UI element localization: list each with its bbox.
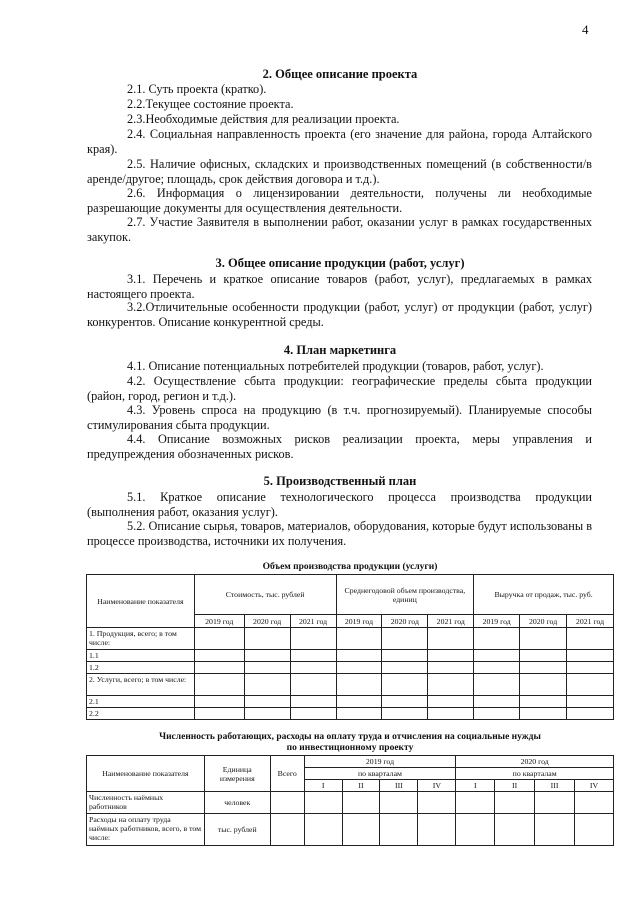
- section-4-item: 4.4. Описание возможных рисков реализации проекта, меры управления и предупреждения обозначенных рисков.: [87, 432, 592, 461]
- section-5-item: 5.1. Краткое описание технологического процесса производства продукции (выполнения работ, оказания услуг).: [87, 490, 592, 519]
- table2-quarter: I: [304, 780, 342, 792]
- table2-by-quarters: по кварталам: [304, 768, 456, 780]
- table2-header-name: Наименование показателя: [87, 756, 205, 792]
- section-5-title: 5. Производственный план: [263, 474, 417, 488]
- section-4-item: 4.2. Осуществление сбыта продукции: географические пределы сбыта продукции (район, город, регион и т.д.).: [87, 374, 592, 403]
- table1-year: 2020 год: [520, 615, 567, 628]
- section-2-item: 2.3.Необходимые действия для реализации проекта.: [127, 112, 400, 126]
- section-2-item: 2.5. Наличие офисных, складских и производственных помещений (в собственности/в аренде/другое; площадь, срок действия договора и т.д.).: [87, 157, 592, 186]
- table1-header-cost: Стоимость, тыс. рублей: [194, 575, 336, 615]
- section-3-title: 3. Общее описание продукции (работ, услуг): [215, 256, 465, 270]
- section-2-item: 2.1. Суть проекта (кратко).: [127, 82, 267, 96]
- table2-quarter: III: [380, 780, 418, 792]
- section-4-title: 4. План маркетинга: [283, 343, 397, 357]
- table1-caption: Объем производства продукции (услуги): [262, 562, 438, 572]
- table1-year: 2019 год: [474, 615, 520, 628]
- table2-quarter: II: [495, 780, 535, 792]
- table1-header-revenue: Выручка от продаж, тыс. руб.: [474, 575, 614, 615]
- table1-row-label: 1. Продукция, всего; в том числе:: [87, 628, 195, 650]
- table1-year: 2019 год: [194, 615, 244, 628]
- page-number: 4: [582, 22, 589, 37]
- section-5-item: 5.2. Описание сырья, товаров, материалов, оборудования, которые будут использованы в процессе производства, источники их получения.: [87, 519, 592, 548]
- table1-year: 2021 год: [567, 615, 614, 628]
- table2-row-label: Расходы на оплату труда наёмных работников, всего, в том числе:: [87, 814, 205, 846]
- table2-quarter: III: [535, 780, 575, 792]
- section-3-item: 3.1. Перечень и краткое описание товаров (работ, услуг), предлагаемых в рамках настоящего проекта.: [87, 272, 592, 301]
- table2-caption-line2: по инвестиционному проекту: [286, 743, 414, 753]
- section-4-item: 4.1. Описание потенциальных потребителей продукции (товаров, работ, услуг).: [127, 359, 544, 373]
- table1-header-name: Наименование показателя: [87, 575, 195, 628]
- section-2-title: 2. Общее описание проекта: [262, 67, 418, 81]
- table-row: [87, 792, 614, 814]
- table2-quarter: II: [342, 780, 380, 792]
- table1-year: 2020 год: [382, 615, 428, 628]
- table2-row-unit: тыс. рублей: [204, 814, 270, 846]
- table1-year: 2020 год: [244, 615, 290, 628]
- table-row: [87, 650, 614, 662]
- table-row: [87, 696, 614, 708]
- table2-by-quarters: по кварталам: [456, 768, 614, 780]
- table1-year: 2019 год: [336, 615, 382, 628]
- table2-header-total: Всего: [270, 756, 304, 792]
- table1-row-label: 1.1: [87, 650, 195, 662]
- table1-row-label: 1.2: [87, 662, 195, 674]
- table1-year: 2021 год: [290, 615, 336, 628]
- section-4-item: 4.3. Уровень спроса на продукцию (в т.ч. прогнозируемый). Планируемые способы стимулирования сбыта продукции.: [87, 403, 592, 432]
- table2-caption-line1: Численность работающих, расходы на оплату труда и отчисления на социальные нужды: [159, 732, 541, 742]
- table-row: [87, 628, 614, 650]
- table2-quarter: I: [456, 780, 495, 792]
- table2-quarter: IV: [575, 780, 614, 792]
- table1-row-label: 2. Услуги, всего; в том числе:: [87, 674, 195, 696]
- section-3-item: 3.2.Отличительные особенности продукции (работ, услуг) от продукции (работ, услуг) конкурентов. Описание конкурентной среды.: [87, 300, 592, 329]
- table1-header-volume: Среднегодовой объем производства, единиц: [336, 575, 474, 615]
- table-row: [87, 708, 614, 720]
- section-2-item: 2.6. Информация о лицензировании деятельности, получены ли необходимые разрешающие документы для осуществления деятельности.: [87, 186, 592, 215]
- section-2-item: 2.2.Текущее состояние проекта.: [127, 97, 294, 111]
- section-2-item: 2.4. Социальная направленность проекта (его значение для района, города Алтайского края).: [87, 127, 592, 156]
- table1-row-label: 2.1: [87, 696, 195, 708]
- table-row: [87, 662, 614, 674]
- table1-year: 2021 год: [428, 615, 474, 628]
- table2-year-2020: 2020 год: [456, 756, 614, 768]
- table2-row-label: Численность наёмных работников: [87, 792, 205, 814]
- table2-header-unit: Единица измерения: [204, 756, 270, 792]
- table-row: [87, 814, 614, 846]
- table2-year-2019: 2019 год: [304, 756, 456, 768]
- table2-row-unit: человек: [204, 792, 270, 814]
- table-row: [87, 674, 614, 696]
- table1-row-label: 2.2: [87, 708, 195, 720]
- section-2-item: 2.7. Участие Заявителя в выполнении работ, оказании услуг в рамках государственных закупок.: [87, 215, 592, 244]
- production-volume-table: [86, 574, 614, 720]
- staff-expenses-table: [86, 755, 614, 846]
- table2-quarter: IV: [418, 780, 456, 792]
